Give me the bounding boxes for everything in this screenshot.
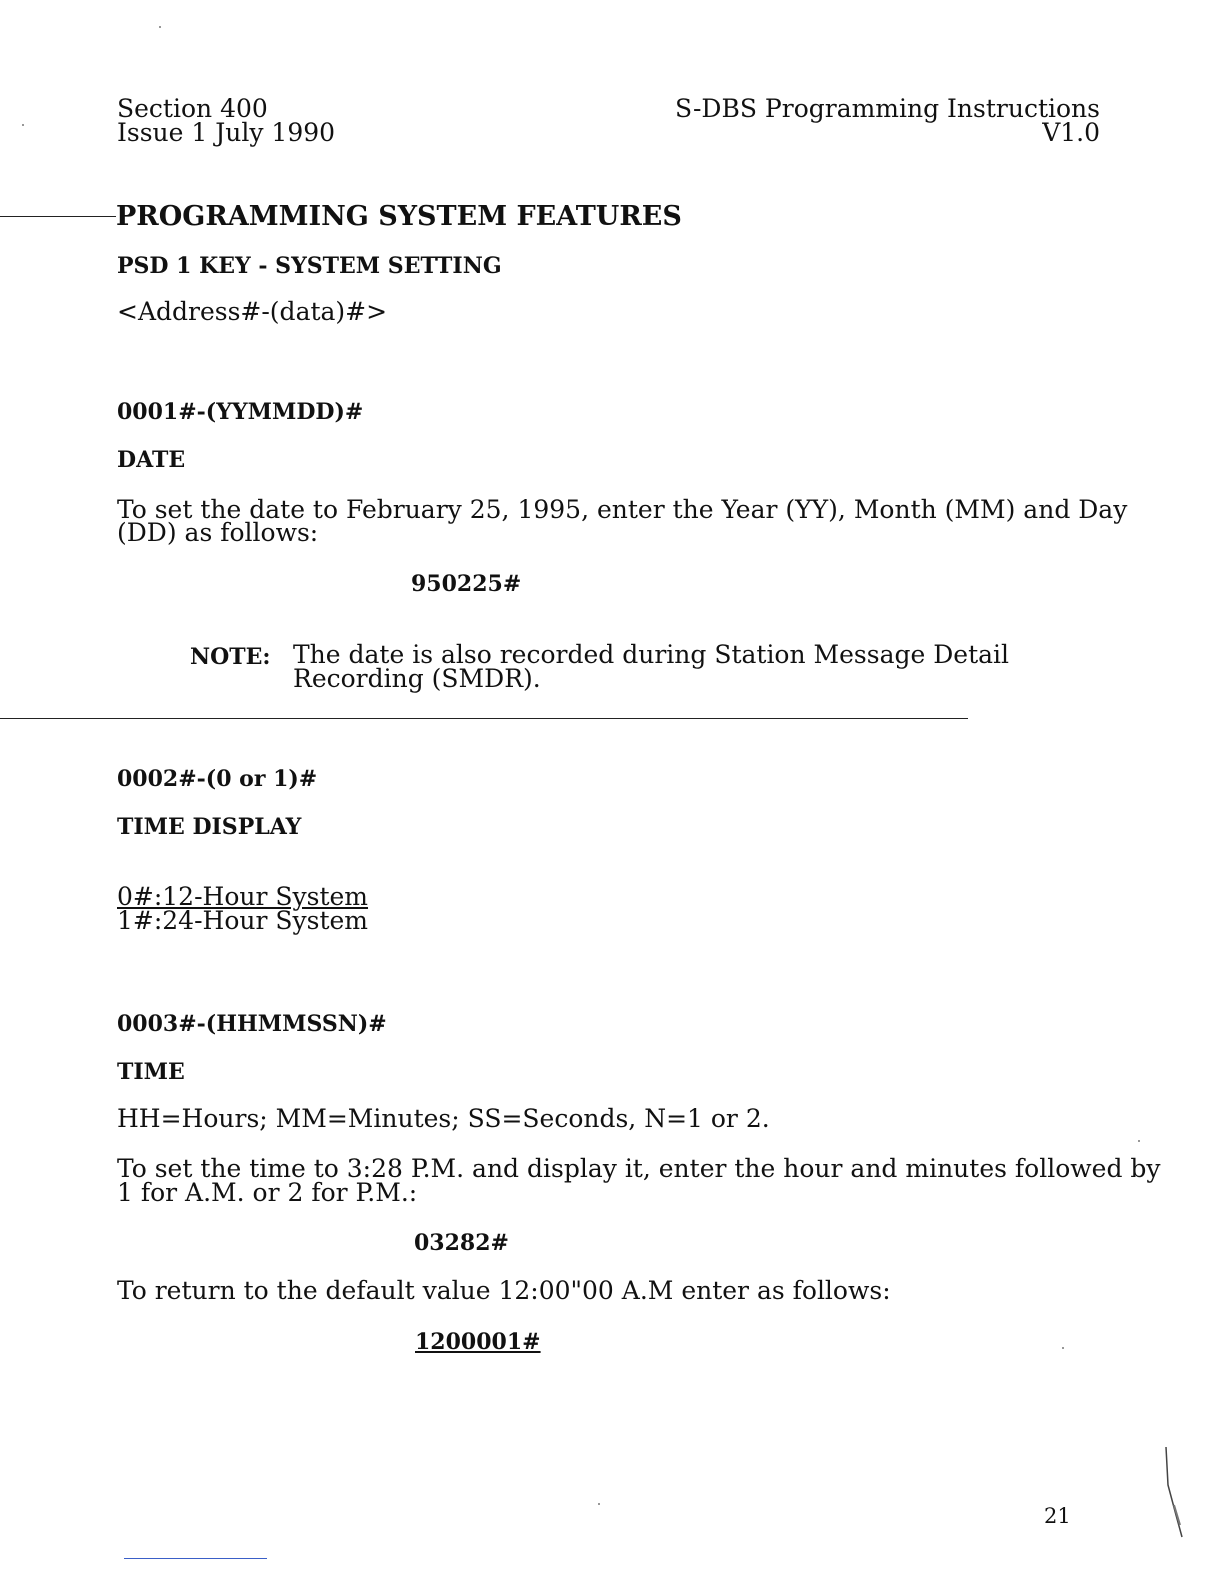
time-instructions-line2: 1 for A.M. or 2 for P.M.: [117,1178,418,1207]
section-subtitle: PSD 1 KEY - SYSTEM SETTING [117,253,502,279]
time-instructions-line1: To set the time to 3:28 P.M. and display it, enter the hour and minutes followed by [117,1154,1161,1183]
time-default-text: To return to the default value 12:00"00 A.M enter as follows: [117,1276,891,1305]
time-display-heading: TIME DISPLAY [117,814,302,840]
time-display-option-24h: 1#:24-Hour System [117,906,369,935]
note-line1: The date is also recorded during Station Message Detail [293,640,1010,669]
header-version: V1.0 [1042,118,1100,147]
scan-speck [598,1503,600,1505]
scan-speck [159,26,161,28]
date-instructions-line2: (DD) as follows: [117,518,319,547]
scan-edge-mark [1160,1445,1190,1540]
time-display-option-12h: 0#:12-Hour System [117,882,369,911]
page-number: 21 [1044,1504,1071,1528]
scan-speck [1062,1347,1064,1349]
address-format: <Address#-(data)#> [117,297,388,326]
scan-speck [1138,1140,1140,1142]
section-divider [0,718,968,719]
note-label: NOTE: [190,644,271,670]
time-display-code: 0002#-(0 or 1)# [117,766,318,792]
scan-bottom-line [124,1558,267,1559]
time-default-example: 1200001# [415,1329,541,1355]
header-section: Section 400 [117,94,268,123]
date-code: 0001#-(YYMMDD)# [117,399,364,425]
date-heading: DATE [117,447,186,473]
header-document-title: S-DBS Programming Instructions [674,94,1100,123]
time-code: 0003#-(HHMMSSN)# [117,1011,387,1037]
time-legend: HH=Hours; MM=Minutes; SS=Seconds, N=1 or 2. [117,1104,770,1133]
time-heading: TIME [117,1059,185,1085]
title-rule [0,216,116,217]
note-line2: Recording (SMDR). [293,664,541,693]
page-title: PROGRAMMING SYSTEM FEATURES [116,201,682,232]
header-issue-date: Issue 1 July 1990 [117,118,336,147]
date-example: 950225# [411,571,522,597]
date-instructions-line1: To set the date to February 25, 1995, enter the Year (YY), Month (MM) and Day [117,495,1128,524]
time-example: 03282# [414,1230,509,1256]
scan-speck [22,124,24,126]
